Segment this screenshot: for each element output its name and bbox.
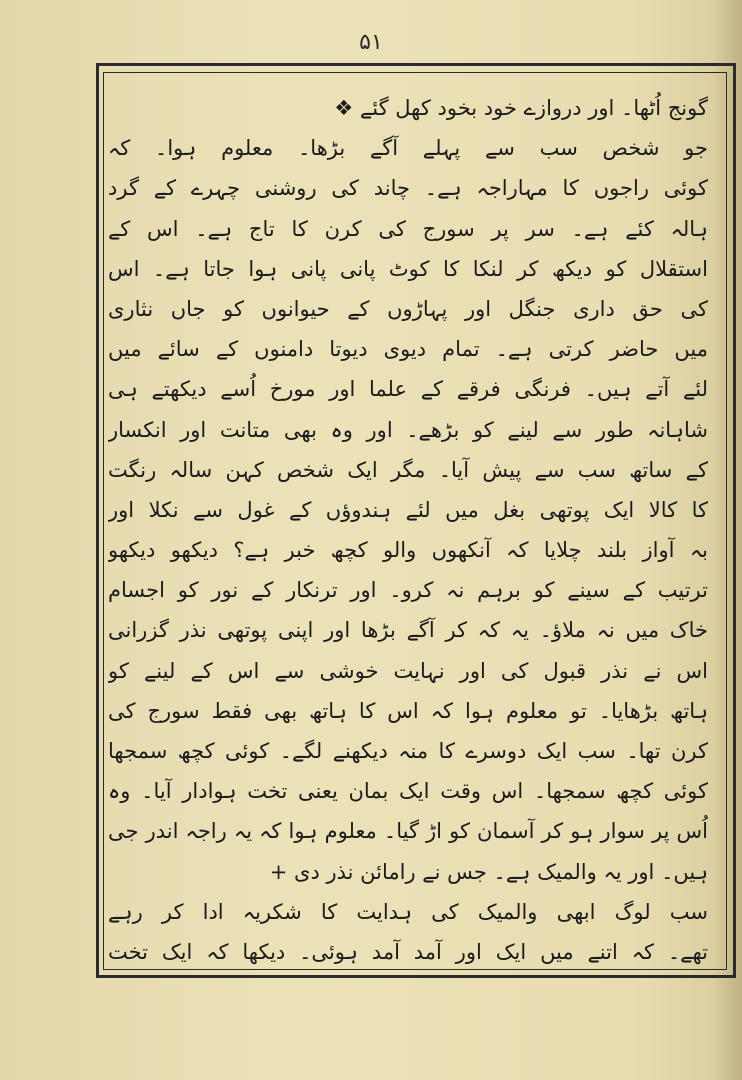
text-line: جو شخص سب سے پہلے آگے بڑھا۔ معلوم ہوا۔ کہ: [108, 136, 708, 161]
text-line: شاہانہ طور سے لینے کو بڑھے۔ اور وہ بھی متانت اور انکسار: [108, 417, 708, 442]
text-line: ہاتھ بڑھایا۔ تو معلوم ہوا کہ اس کا ہاتھ بھی فقط سورج کی: [108, 698, 708, 723]
text-line: گونج اُٹھا۔ اور دروازے خود بخود کھل گئے ❖: [334, 96, 708, 120]
text-line: استقلال کو دیکھ کر لنکا کا کوٹ پانی پانی ہوا جاتا ہے۔ اس: [108, 256, 708, 281]
text-line: اُس پر سوار ہو کر آسمان کو اڑ گیا۔ معلوم ہوا کہ یہ راجہ اندر جی: [108, 819, 708, 844]
text-line: لئے آتے ہیں۔ فرنگی فرقے کے علما اور مورخ اُسے دیکھتے ہی: [108, 377, 708, 402]
text-line: ہیں۔ اور یہ والمیک ہے۔ جس نے رامائن نذر دی +: [269, 859, 708, 884]
text-line: خاک میں نہ ملاؤ۔ یہ کہ کر آگے بڑھا اور اپنی پوتھی نذر گزرانی: [108, 618, 708, 643]
text-line: سب لوگ ابھی والمیک کی ہدایت کا شکریہ ادا کر رہے: [108, 899, 708, 924]
text-line: ترتیب کے سینے کو برہم نہ کرو۔ اور ترنکار کے نور کو اجسام: [108, 578, 708, 603]
text-line: کرن تھا۔ سب ایک دوسرے کا منہ دیکھنے لگے۔ کوئی کچھ سمجھا: [108, 739, 708, 763]
text-line: تھے۔ کہ اتنے میں ایک اور آمد آمد ہوئی۔ دیکھا کہ ایک تخت: [108, 939, 708, 964]
text-line: کا کالا ایک پوتھی بغل میں لئے ہندوؤں کے غول سے نکلا اور: [108, 497, 708, 522]
text-line: کے ساتھ سب سے پیش آیا۔ مگر ایک شخص کہن سالہ رنگت: [108, 457, 708, 482]
text-line: اس نے نذر قبول کی اور نہایت خوشی سے اس کے لینے کو: [108, 658, 708, 683]
text-line: ہالہ کئے ہے۔ سر پر سورج کی کرن کا تاج ہے۔ اس کے: [108, 216, 708, 241]
text-line: کوئی کچھ سمجھا۔ اس وقت ایک بمان یعنی تخت ہوادار آیا۔ وہ: [108, 779, 708, 804]
text-line: کوئی راجوں کا مہاراجہ ہے۔ چاند کی روشنی چہرے کے گرد: [108, 176, 708, 201]
text-line: کی حق داری جنگل اور پہاڑوں کے حیوانوں کو جاں نثاری: [108, 296, 708, 321]
page-number: ۵۱: [359, 30, 383, 55]
text-line: بہ آواز بلند چلایا کہ آنکھوں والو کچھ خبر ہے؟ دیکھو دیکھو: [108, 538, 708, 563]
text-line: میں حاضر کرتی ہے۔ تمام دیوی دیوتا دامنوں کے سائے میں: [108, 337, 708, 362]
urdu-text-block: [108, 88, 708, 972]
